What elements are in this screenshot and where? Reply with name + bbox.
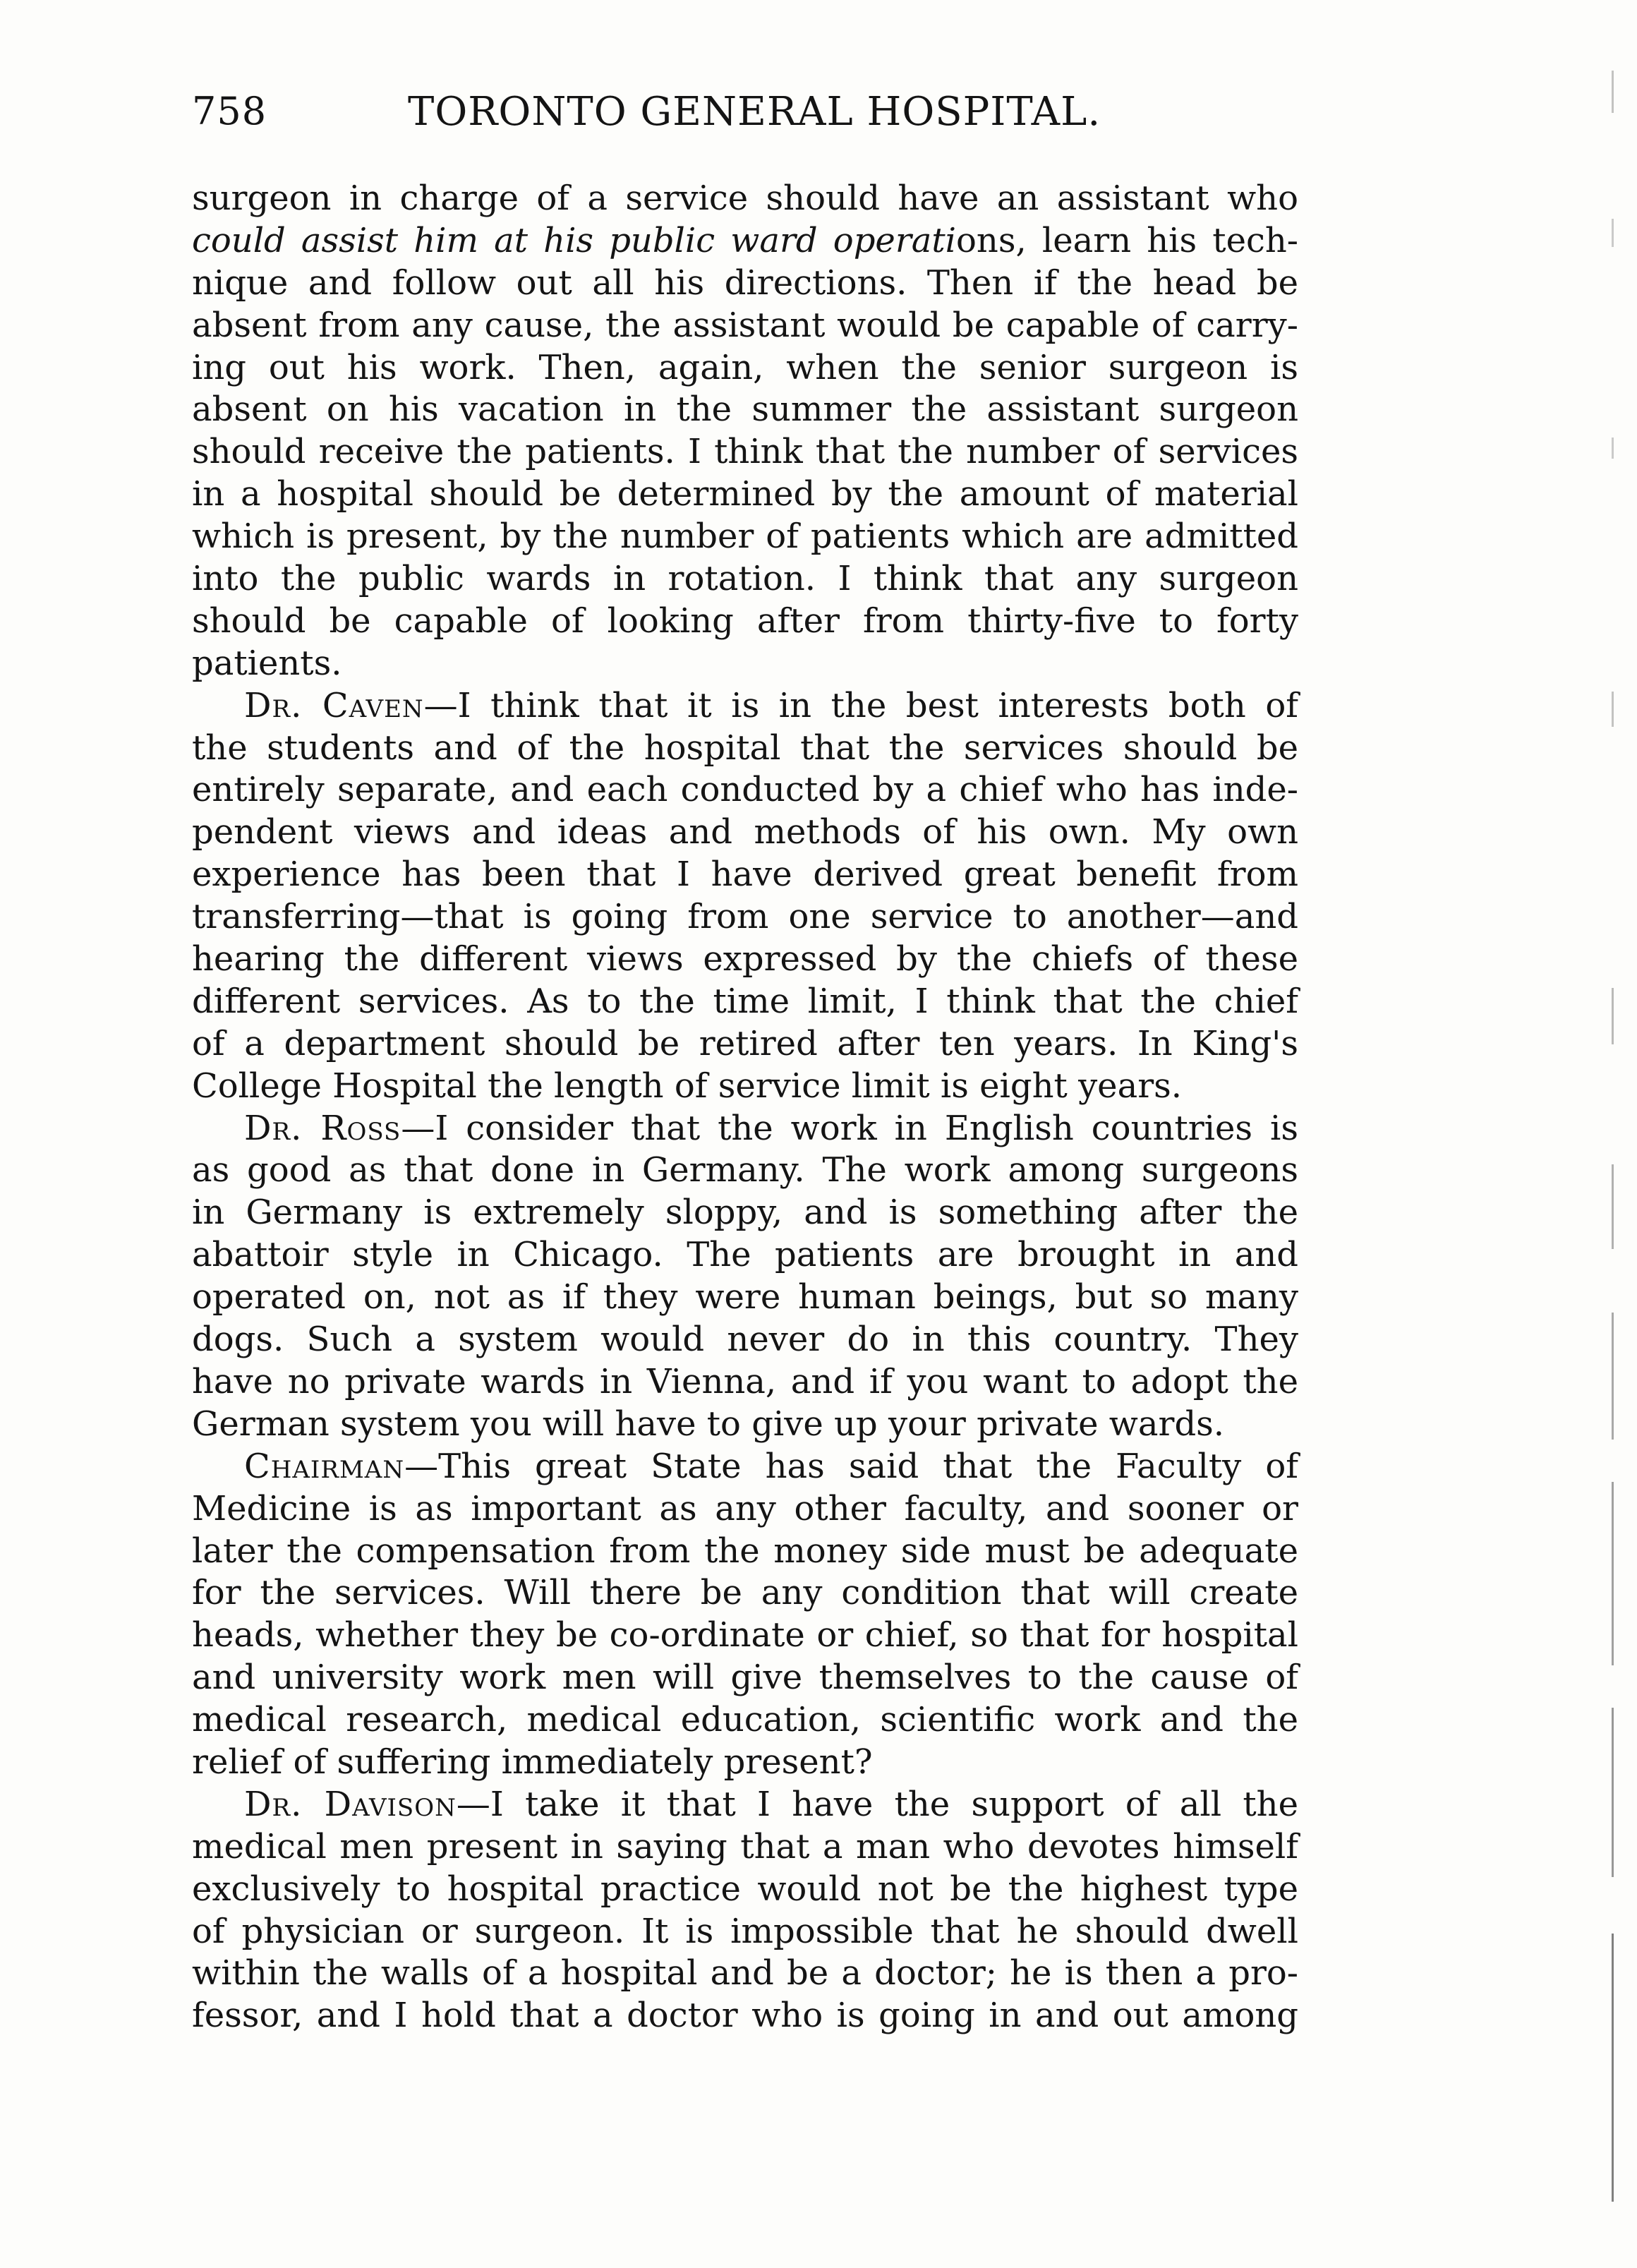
text-line (192, 1234, 1298, 1277)
line-text: within the walls of a hospital and be a doctor; he is then a pro- (192, 1953, 1298, 1993)
text-line (192, 431, 1298, 473)
text-line (192, 854, 1298, 896)
text-line (192, 896, 1298, 939)
line-text: pendent views and ideas and methods of his own. My own (192, 812, 1298, 852)
line-text: abattoir style in Chicago. The patients are brought in and (192, 1235, 1298, 1275)
text-line (192, 728, 1298, 770)
line-text: absent from any cause, the assistant would be capable of carry- (192, 305, 1298, 345)
text-line (192, 220, 1298, 263)
text-line (192, 1488, 1298, 1531)
line-text: should be capable of looking after from thirty-five to forty (192, 601, 1298, 641)
line-text: —I consider that the work in English countries is (401, 1108, 1298, 1148)
text-line (192, 1446, 1298, 1488)
text-line (192, 1826, 1298, 1869)
line-text: dogs. Such a system would never do in this country. They (192, 1320, 1298, 1360)
text-line (192, 558, 1298, 601)
line-text: ing out his work. Then, again, when the senior surgeon is (192, 347, 1298, 387)
text-line (192, 939, 1298, 981)
line-text: which is present, by the number of patients which are admitted (192, 517, 1298, 557)
text-line (192, 1150, 1298, 1192)
line-text: have no private wards in Vienna, and if you want to adopt the (192, 1361, 1298, 1401)
line-text: absent on his vacation in the summer the assistant surgeon (192, 390, 1298, 430)
text-line (192, 981, 1298, 1023)
speaker-name: Dr. Caven (244, 685, 424, 725)
page-edge-marks (1603, 71, 1624, 2223)
text-line (192, 1319, 1298, 1361)
line-text: should receive the patients. I think that the number of services (192, 432, 1298, 472)
speaker-name: Dr. Davison (244, 1784, 457, 1824)
line-text: of physician or surgeon. It is impossible that he should dwell (192, 1911, 1298, 1951)
text-line (192, 347, 1298, 390)
line-text: German system you will have to give up your private wards. (192, 1404, 1225, 1444)
speaker-name: Chairman (244, 1446, 405, 1486)
text-line (192, 685, 1298, 728)
line-text: heads, whether they be co-ordinate or chief, so that for hospital (192, 1615, 1298, 1655)
body-text (192, 178, 1298, 2037)
text-line (192, 473, 1298, 516)
text-line (192, 305, 1298, 347)
text-line (192, 1531, 1298, 1573)
page-number: 758 (192, 89, 267, 133)
text-line (192, 1108, 1298, 1150)
text-line (192, 178, 1298, 220)
line-text: and university work men will give themselves to the cause of (192, 1658, 1298, 1698)
speaker-name: Dr. Ross (244, 1108, 401, 1148)
text-line (192, 643, 1298, 685)
line-text: fessor, and I hold that a doctor who is going in and out among (192, 1996, 1298, 2036)
line-text: in Germany is extremely sloppy, and is something after the (192, 1193, 1298, 1233)
line-text: nique and follow out all his directions. Then if the head be (192, 263, 1298, 303)
line-text: different services. As to the time limit, I think that the chief (192, 981, 1298, 1021)
text-line (192, 1192, 1298, 1234)
line-text: the students and of the hospital that the services should be (192, 728, 1298, 768)
text-line (192, 1869, 1298, 1911)
line-text: as good as that done in Germany. The work among surgeons (192, 1150, 1298, 1190)
line-text: relief of suffering immediately present? (192, 1742, 873, 1782)
page-header (192, 89, 1125, 152)
line-text: surgeon in charge of a service should have an assistant who (192, 179, 1298, 218)
text-line (192, 601, 1298, 643)
text-line (192, 1277, 1298, 1319)
line-text: of a department should be retired after ten years. In King's (192, 1023, 1298, 1063)
text-line (192, 1742, 1298, 1784)
text-line (192, 1361, 1298, 1404)
text-line (192, 1953, 1298, 1995)
line-text: operated on, not as if they were human beings, but so many (192, 1277, 1298, 1317)
text-line (192, 1911, 1298, 1953)
line-text: for the services. Will there be any condition that will create (192, 1573, 1298, 1613)
line-text: experience has been that I have derived great benefit from (192, 855, 1298, 895)
text-line (192, 1572, 1298, 1615)
text-line (192, 389, 1298, 431)
text-line (192, 769, 1298, 812)
line-text: into the public wards in rotation. I think that any surgeon (192, 559, 1298, 599)
text-line (192, 263, 1298, 305)
text-line (192, 812, 1298, 854)
line-text: transferring—that is going from one service to another—and (192, 897, 1298, 937)
text-line (192, 1699, 1298, 1742)
line-text: —This great State has said that the Faculty of (404, 1446, 1298, 1486)
line-text: Medicine is as important as any other faculty, and sooner or (192, 1488, 1298, 1528)
line-text: —I think that it is in the best interests both of (423, 685, 1298, 725)
line-text: in a hospital should be determined by the amount of material (192, 474, 1298, 514)
text-line (192, 1404, 1298, 1446)
line-text: hearing the different views expressed by the chiefs of these (192, 939, 1298, 979)
line-text: College Hospital the length of service limit is eight years. (192, 1066, 1183, 1106)
line-text: exclusively to hospital practice would not be the highest type (192, 1869, 1298, 1909)
line-text: medical men present in saying that a man who devotes himself (192, 1826, 1298, 1866)
text-line (192, 1615, 1298, 1657)
running-head: TORONTO GENERAL HOSPITAL. (408, 89, 1101, 135)
text-line (192, 516, 1298, 558)
text-line (192, 1066, 1298, 1108)
italic-phrase: could assist him at his public ward operati (192, 220, 957, 260)
text-line (192, 1657, 1298, 1699)
line-text: medical research, medical education, scientific work and the (192, 1700, 1298, 1740)
line-text: ons, learn his tech- (956, 220, 1298, 260)
line-text: entirely separate, and each conducted by a chief who has inde- (192, 770, 1298, 810)
line-text: later the compensation from the money side must be adequate (192, 1531, 1298, 1571)
text-line (192, 1995, 1298, 2037)
text-line (192, 1784, 1298, 1826)
line-text: —I take it that I have the support of all the (456, 1784, 1298, 1824)
line-text: patients. (192, 643, 342, 683)
text-line (192, 1023, 1298, 1066)
